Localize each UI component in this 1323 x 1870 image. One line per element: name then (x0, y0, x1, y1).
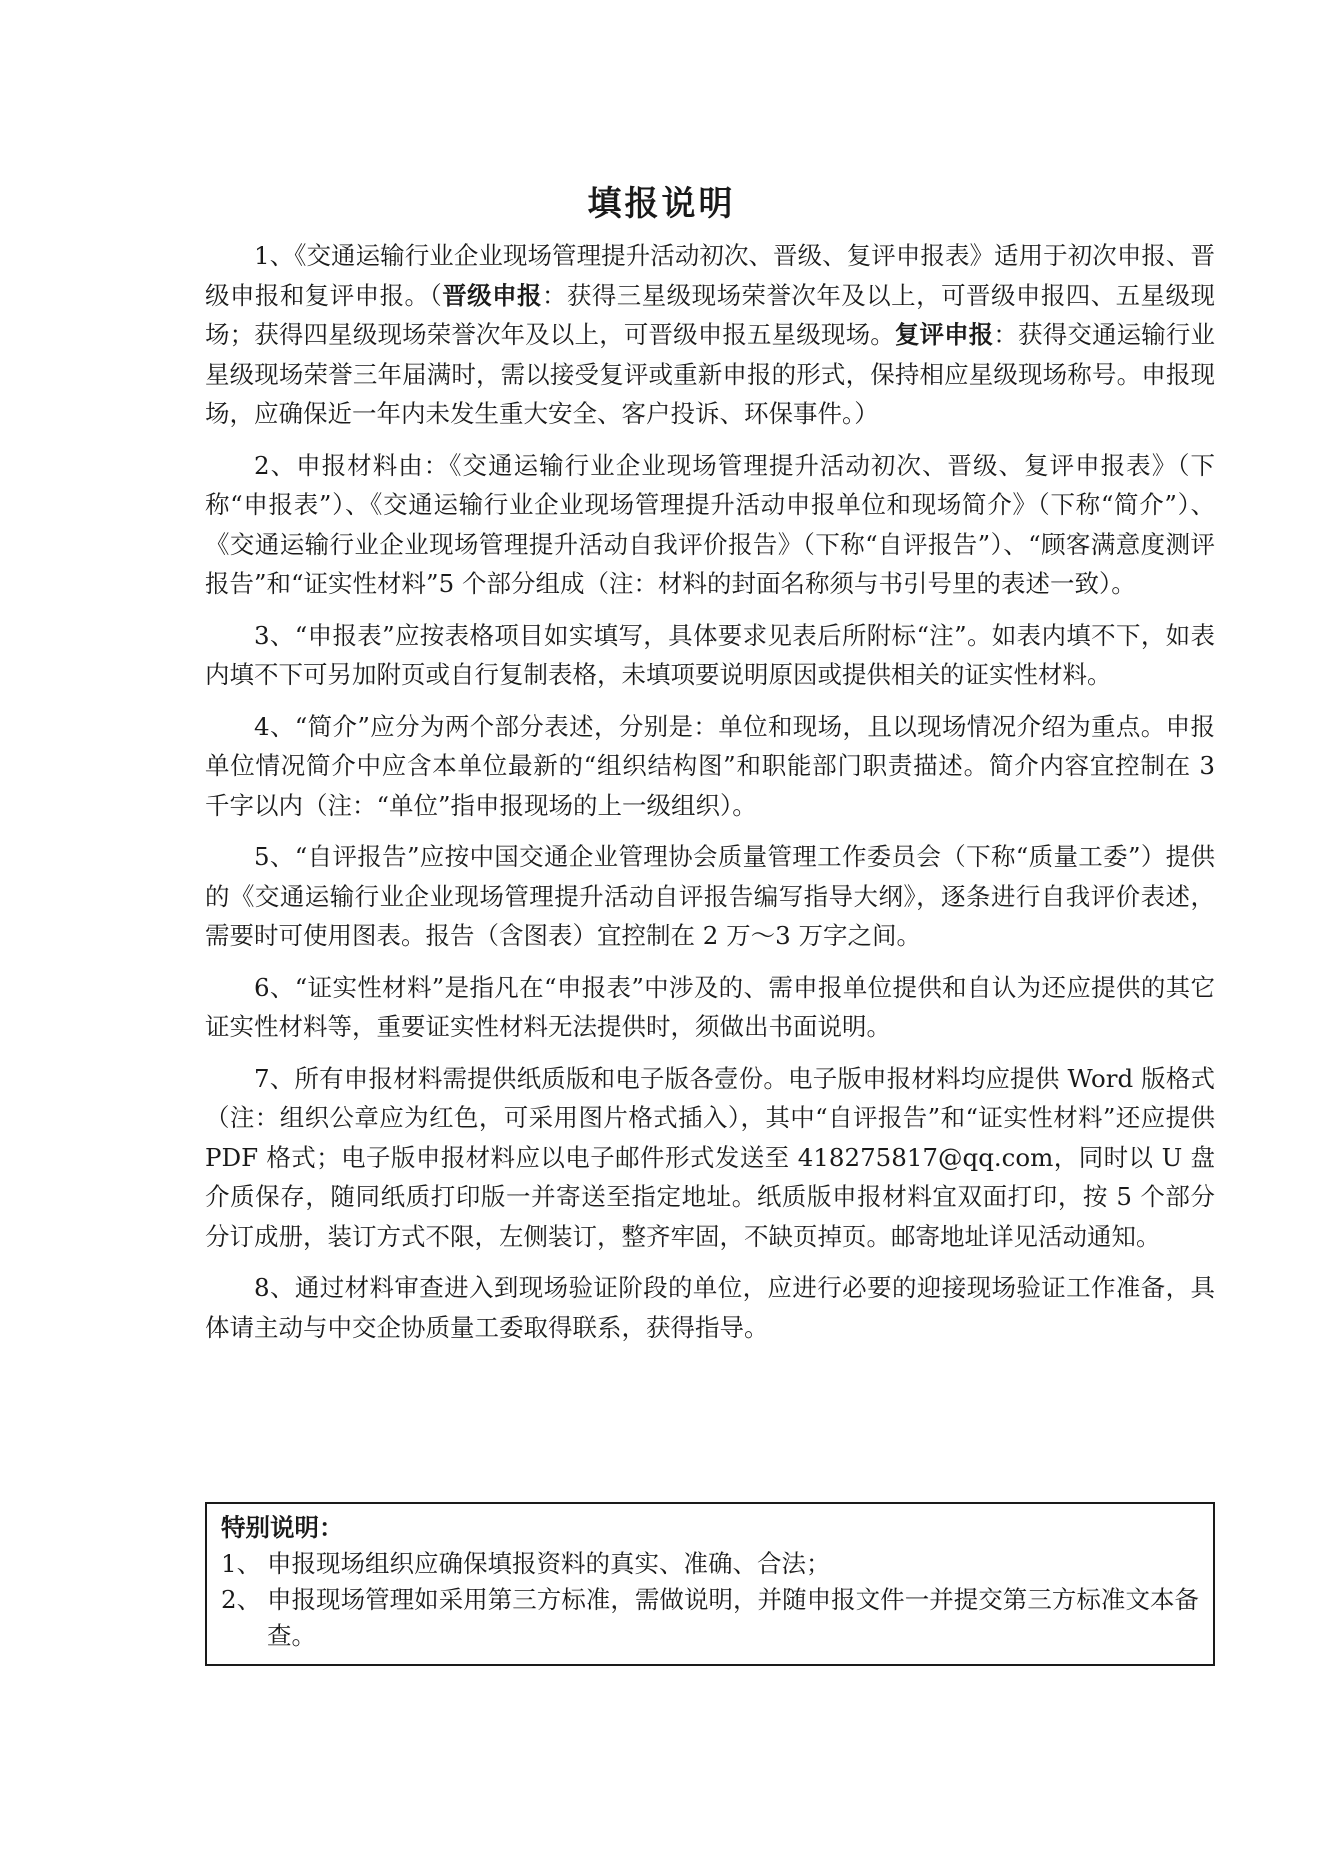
special-note-item (221, 1546, 1199, 1582)
paragraph-1-bold-review: 复评申报 (894, 320, 994, 349)
paragraph-5: 5、“自评报告”应按中国交通企业管理协会质量管理工作委员会（下称“质量工委”）提供的《交通运输行业企业现场管理提升活动自评报告编写指导大纲》，逐条进行自我评价表述，需要时可使用图表。报告（含图表）宜控制在 2 万～3 万字之间。 (205, 842, 1215, 950)
paragraph-7: 7、所有申报材料需提供纸质版和电子版各壹份。电子版申报材料均应提供 Word 版格式（注：组织公章应为红色，可采用图片格式插入），其中“自评报告”和“证实性材料”还应提供 PDF 格式；电子版申报材料应以电子邮件形式发送至 418275817@qq.com，同时以 U 盘介质保存，随同纸质打印版一并寄送至指定地址。纸质版申报材料宜双面打印，按 5 个部分分订成册，装订方式不限，左侧装订，整齐牢固，不缺页掉页。邮寄地址详见活动通知。 (205, 1063, 1215, 1251)
special-note-heading: 特别说明： (221, 1513, 344, 1542)
paragraph-1 (205, 236, 1215, 434)
special-note-item-number: 1、 (221, 1549, 262, 1578)
special-note-item (221, 1582, 1199, 1654)
paragraph-2: 2、申报材料由：《交通运输行业企业现场管理提升活动初次、晋级、复评申报表》（下称“申报表”）、《交通运输行业企业现场管理提升活动申报单位和现场简介》（下称“简介”）、《交通运输行业企业现场管理提升活动自我评价报告》（下称“自评报告”）、“顾客满意度测评报告”和“证实性材料”5 个部分组成（注：材料的封面名称须与书引号里的表述一致）。 (205, 450, 1215, 598)
paragraph-3: 3、“申报表”应按表格项目如实填写，具体要求见表后所附标“注”。如表内填不下，如表内填不下可另加附页或自行复制表格，未填项要说明原因或提供相关的证实性材料。 (205, 620, 1215, 689)
special-note-item-text: 申报现场组织应确保填报资料的真实、准确、合法； (267, 1549, 831, 1578)
special-note-item-text: 申报现场管理如采用第三方标准，需做说明，并随申报文件一并提交第三方标准文本备查。 (267, 1585, 1199, 1650)
paragraph-4: 4、“简介”应分为两个部分表述，分别是：单位和现场，且以现场情况介绍为重点。申报单位情况简介中应含本单位最新的“组织结构图”和职能部门职责描述。简介内容宜控制在 3 千字以内（注：“单位”指申报现场的上一级组织）。 (205, 711, 1215, 820)
paragraph-1-text-c: ：获得交通运输行业星级现场荣誉三年届满时，需以接受复评或重新申报的形式，保持相应星级现场称号。申报现场，应确保近一年内未发生重大安全、客户投诉、环保事件。） (205, 320, 1216, 428)
paragraph-1-text-a: 1、《交通运输行业企业现场管理提升活动初次、晋级、复评申报表》适用于初次申报、晋级申报和复评申报。（ (205, 241, 1215, 310)
paragraph-8: 8、通过材料审查进入到现场验证阶段的单位，应进行必要的迎接现场验证工作准备，具体请主动与中交企协质量工委取得联系，获得指导。 (205, 1273, 1215, 1342)
document-title: 填报说明 (587, 184, 736, 224)
special-note-item-number: 2、 (221, 1585, 262, 1614)
paragraph-6: 6、“证实性材料”是指凡在“申报表”中涉及的、需申报单位提供和自认为还应提供的其它证实性材料等，重要证实性材料无法提供时，须做出书面说明。 (205, 972, 1215, 1041)
paragraph-1-text-b: ：获得三星级现场荣誉次年及以上，可晋级申报四、五星级现场；获得四星级现场荣誉次年及以上，可晋级申报五星级现场。 (205, 280, 1216, 349)
special-note-box (205, 1502, 1215, 1666)
document-body (205, 236, 1215, 1347)
paragraph-1-bold-promotion: 晋级申报 (442, 280, 542, 310)
